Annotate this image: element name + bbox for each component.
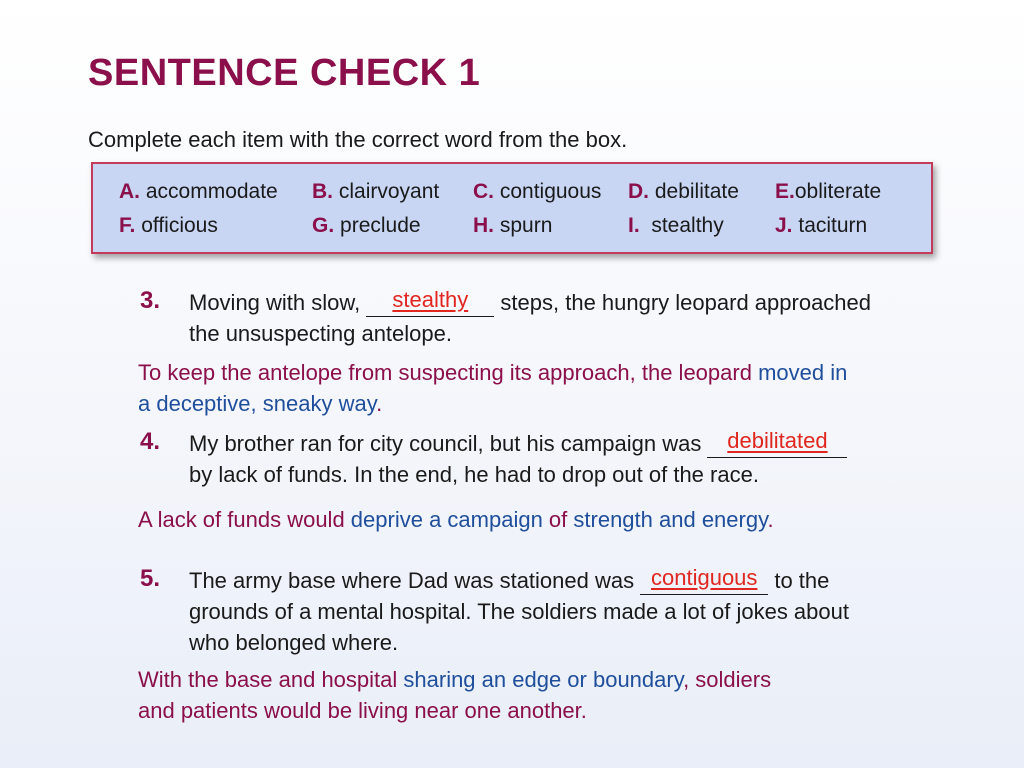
item-4-line-1: My brother ran for city council, but his campaign was debilitated <box>189 431 847 458</box>
word-choice-c: C. contiguous <box>473 180 602 203</box>
word-choice-d: D. debilitate <box>628 180 739 203</box>
item-5-explanation-line-2: and patients would be living near one another. <box>138 698 587 723</box>
answer-text: stealthy <box>392 287 469 312</box>
answer-text: debilitated <box>727 428 828 453</box>
word-choice-b: B. clairvoyant <box>312 180 440 203</box>
answer-blank <box>366 287 494 317</box>
item-3-line-2: the unsuspecting antelope. <box>189 321 452 346</box>
item-5-line-3: who belonged where. <box>189 630 399 655</box>
word-choice-i: I. stealthy <box>628 214 724 237</box>
item-3-number: 3. <box>140 287 161 314</box>
item-4-number: 4. <box>140 428 161 455</box>
answer-blank <box>707 428 847 458</box>
item-5-explanation-line-1: With the base and hospital sharing an edge or boundary, soldiers <box>138 667 772 692</box>
item-3-explanation-line-2: a deceptive, sneaky way. <box>138 391 383 416</box>
instruction-text: Complete each item with the correct word from the box. <box>88 127 628 152</box>
item-5-line-2: grounds of a mental hospital. The soldiers made a lot of jokes about <box>189 599 849 624</box>
answer-blank <box>640 565 768 595</box>
item-3-explanation-line-1: To keep the antelope from suspecting its approach, the leopard moved in <box>138 360 848 385</box>
item-4-line-2: by lack of funds. In the end, he had to drop out of the race. <box>189 462 759 487</box>
page-title: SENTENCE CHECK 1 <box>88 52 481 94</box>
word-choice-e: E.obliterate <box>775 180 882 203</box>
word-choice-g: G. preclude <box>312 214 421 237</box>
word-choice-f: F. officious <box>119 214 218 237</box>
item-4-explanation: A lack of funds would deprive a campaign of strength and energy. <box>138 507 774 532</box>
answer-text: contiguous <box>651 565 758 590</box>
word-choice-h: H. spurn <box>473 214 553 237</box>
item-5-number: 5. <box>140 565 161 592</box>
item-3-line-1: Moving with slow, stealthy steps, the hungry leopard approached <box>189 287 872 315</box>
word-choice-j: J. taciturn <box>775 214 868 237</box>
word-box <box>91 162 933 254</box>
item-5-line-1: The army base where Dad was stationed was contiguous to the <box>189 565 830 593</box>
word-choice-a: A. accommodate <box>119 180 278 203</box>
